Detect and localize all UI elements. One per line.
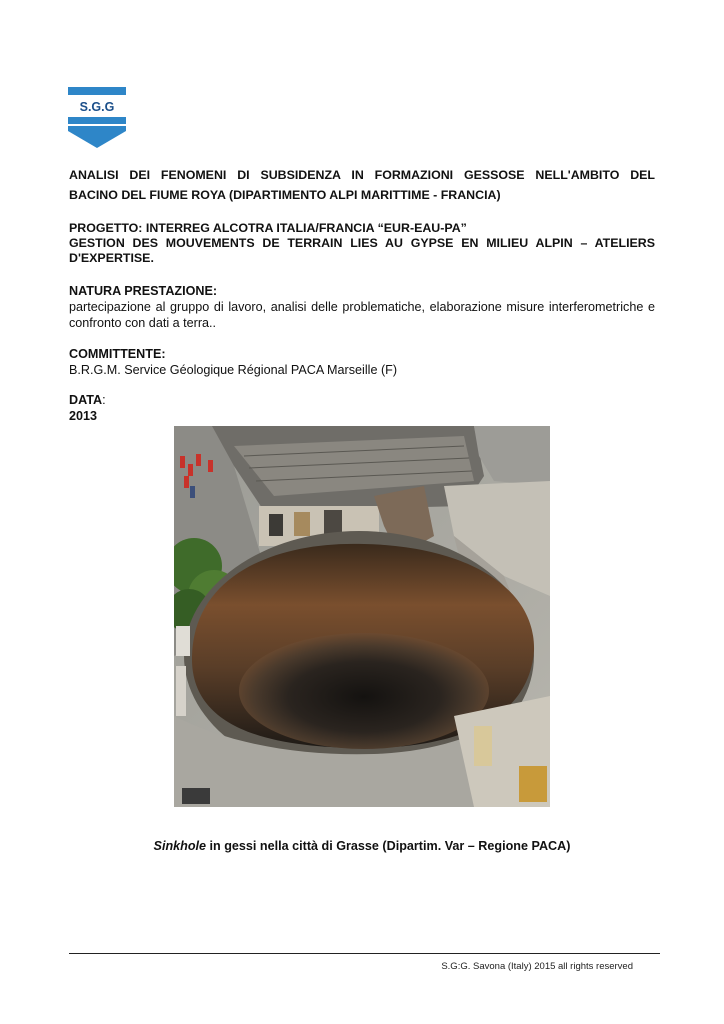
natura-section <box>69 283 655 331</box>
caption-text: in gessi nella città di Grasse (Dipartim. Var – Regione PACA) <box>206 839 571 853</box>
sinkhole-photo <box>174 426 550 807</box>
data-label: DATA <box>69 393 103 407</box>
project-line-1: PROGETTO: INTERREG ALCOTRA ITALIA/FRANCIA “EUR-EAU-PA” <box>69 221 467 235</box>
data-label-row <box>69 392 655 408</box>
committente-section <box>69 346 655 378</box>
footer-divider <box>69 953 660 954</box>
committente-text: B.R.G.M. Service Géologique Régional PACA Marseille (F) <box>69 363 398 377</box>
natura-text: partecipazione al gruppo di lavoro, analisi delle problematiche, elaborazione misure interferometriche e confronto con dati a terra.. <box>69 300 655 330</box>
data-section <box>69 392 655 424</box>
project-line-2: GESTION DES MOUVEMENTS DE TERRAIN LIES AU GYPSE EN MILIEU ALPIN – ATELIERS D'EXPERTISE. <box>69 236 655 265</box>
project-section <box>69 221 655 266</box>
data-colon: : <box>102 393 106 407</box>
data-value: 2013 <box>69 409 98 423</box>
committente-label: COMMITTENTE: <box>69 347 166 361</box>
caption-italic: Sinkhole <box>153 839 207 853</box>
footer-copyright: S.G:G. Savona (Italy) 2015 all rights reserved <box>441 961 633 972</box>
photo-caption <box>0 839 724 853</box>
logo-text: S.G.G <box>79 100 115 114</box>
title-line-2: BACINO DEL FIUME ROYA (DIPARTIMENTO ALPI MARITTIME - FRANCIA) <box>69 188 501 202</box>
document-title <box>69 165 655 205</box>
sgg-logo <box>68 87 126 149</box>
title-line-1: ANALISI DEI FENOMENI DI SUBSIDENZA IN FORMAZIONI GESSOSE NELL'AMBITO DEL <box>69 168 655 182</box>
natura-label: NATURA PRESTAZIONE: <box>69 284 218 298</box>
